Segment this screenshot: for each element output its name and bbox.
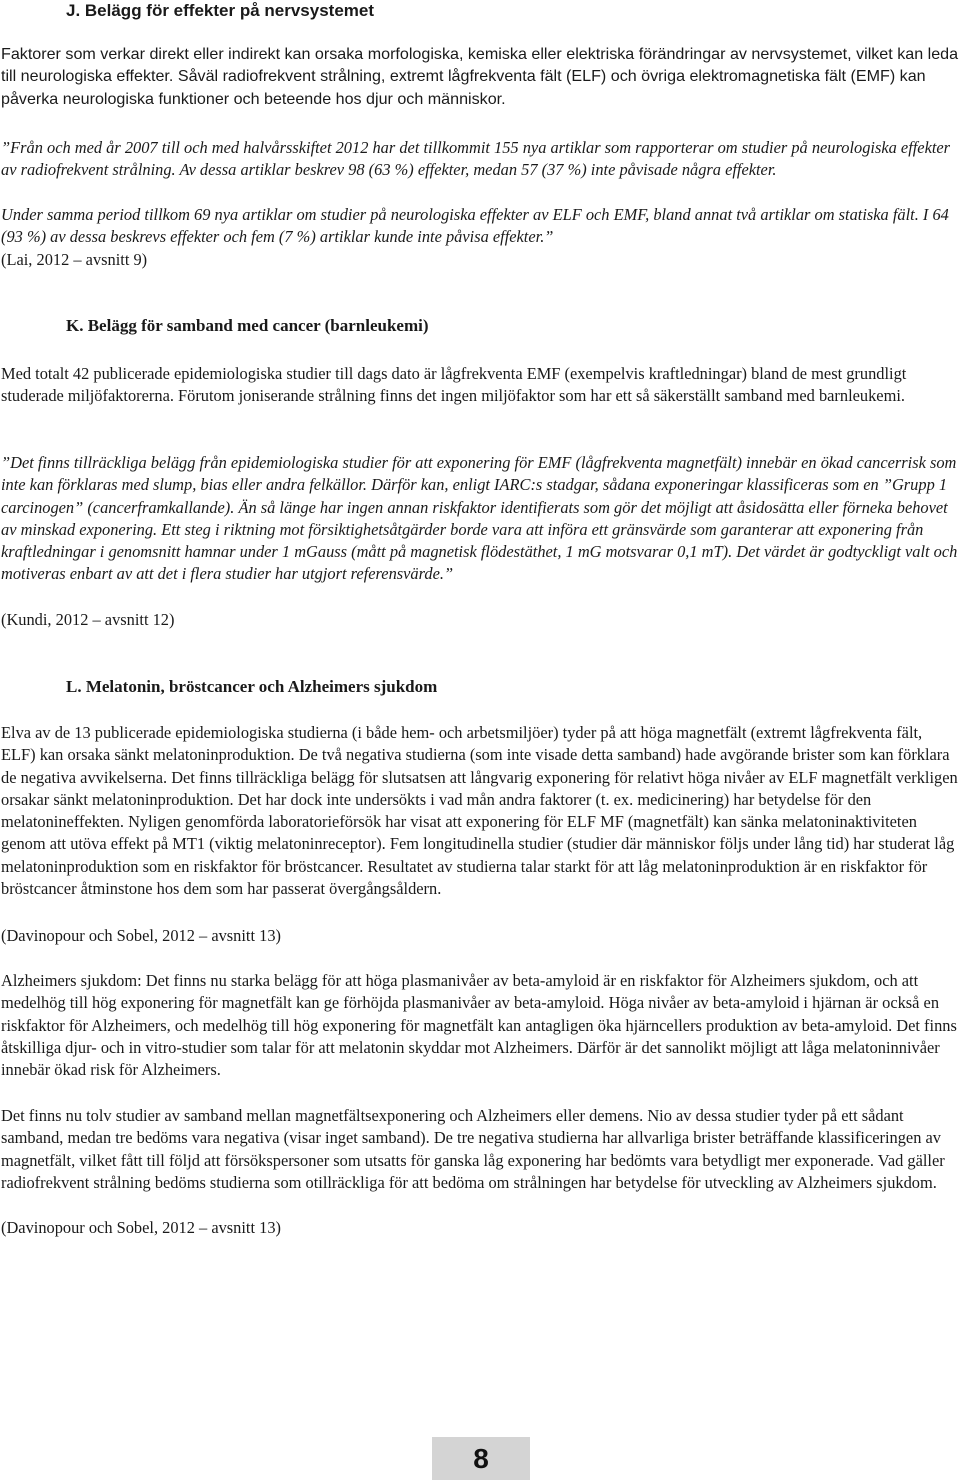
page-number: 8 bbox=[473, 1443, 489, 1474]
section-k-citation: (Kundi, 2012 – avsnitt 12) bbox=[1, 610, 175, 629]
section-j-intro: Faktorer som verkar direkt eller indirekt kan orsaka morfologiska, kemiska eller elektriska förändringar av nervsystemet, vilket kan leda till neurologiska effekter. Såväl radiofrekvent strålning, extremt lågfrekventa fält (ELF) och övriga elektromagnetiska fält (EMF) kan påverka neurologiska funktioner och beteende hos djur och människor. bbox=[1, 45, 959, 108]
section-j-citation: (Lai, 2012 – avsnitt 9) bbox=[1, 250, 148, 269]
section-l-heading: L. Melatonin, bröstcancer och Alzheimers sjukdom bbox=[66, 677, 438, 696]
section-l-citation-2: (Davinopour och Sobel, 2012 – avsnitt 13) bbox=[1, 1218, 281, 1237]
section-k-body: Med totalt 42 publicerade epidemiologiska studier till dags dato är lågfrekventa EMF (exempelvis kraftledningar) bland de mest grundligt studerade miljöfaktorerna. Förutom joniserande strålning finns det ingen miljöfaktor som har ett så säkerställt samband med barnleukemi. bbox=[1, 364, 907, 406]
section-l-body-1: Elva av de 13 publicerade epidemiologiska studierna (i både hem- och arbetsmiljöer) tyder på att höga magnetfält (extremt lågfrekventa fält, ELF) kan orsaka sänkt melatoninproduktion. De två negativa studierna (som inte visade detta samband) hade avgörande brister som kan förklara de negativa avvikelserna. Det finns tillräckliga belägg för slutsatsen att långvarig exponering för relativt höga nivåer av ELF magnetfält verkligen orsakar sänkt melatoninproduktion. Det har dock inte undersökts i vad mån andra faktorer (t. ex. medicinering) har betydelse för den melatonineffekten. Nyligen genomförda laboratorieförsök har visat att exponering för ELF MF (magnetfält) kan sänka melatoninaktiviteten genom att utöva effekt på MT1 (viktig melatoninreceptor). Fem longitudinella studier (studier där människor följs under lång tid) har studerat låg melatoninproduktion som en riskfaktor för bröstcancer. Resultatet av studierna talar starkt för att låg melatoninproduktion är en riskfaktor för bröstcancer åtminstone hos dem som har passerat övergångsåldern. bbox=[1, 723, 958, 899]
section-l-body-2: Alzheimers sjukdom: Det finns nu starka belägg för att höga plasmanivåer av beta-amyloid är en riskfaktor för Alzheimers sjukdom, och att medelhög till hög exponering för magnetfält kan ge förhöjda plasmanivåer av beta-amyloid. Höga nivåer av beta-amyloid i hjärnan är också en riskfaktor för Alzheimers, och medelhög till hög exponering för magnetfält kan antagligen öka hjärncellers produktion av beta-amyloid. Det finns åtskilliga djur- och in vitro-studier som talar för att melatonin skyddar mot Alzheimers. Därför är det sannolikt möjligt att låga melatoninnivåer innebär ökad risk för Alzheimers. bbox=[1, 971, 957, 1080]
section-k-heading: K. Belägg för samband med cancer (barnleukemi) bbox=[66, 316, 429, 335]
section-k-quote: ”Det finns tillräckliga belägg från epidemiologiska studier för att exponering för EMF (lågfrekventa magnetfält) innebär en ökad cancerrisk som inte kan förklaras med slump, bias eller andra felkällor. Därför kan, enligt IARC:s stadgar, sådana exponeringar klassificeras som en ”Grupp 1 carcinogen” (cancerframkallande). Än så länge har ingen annan riskfaktor identifierats som gör det möjligt att åsidosätta eller förneka behovet av minskad exponering. Ett steg i riktning mot försiktighetsåtgärder borde vara att införa ett gränsvärde som garanterar att exponering från kraftledningar i genomsnitt hamnar under 1 mGauss (mått på magnetisk flödestäthet, 1 mG motsvarar 0,1 mT). Det värdet är godtyckligt valt och motiveras enbart av att det i flera studier har utgjort referensvärde.” bbox=[1, 453, 958, 584]
page-number-box bbox=[432, 1437, 530, 1480]
section-j-heading: J. Belägg för effekter på nervsystemet bbox=[66, 1, 375, 20]
section-j-quote-1: ”Från och med år 2007 till och med halvårsskiftet 2012 har det tillkommit 155 nya artiklar som rapporterar om studier på neurologiska effekter av radiofrekvent strålning. Av dessa artiklar beskrev 98 (63 %) effekter, medan 57 (37 %) inte påvisade några effekter. bbox=[1, 138, 951, 180]
section-l-body-3: Det finns nu tolv studier av samband mellan magnetfältsexponering och Alzheimers eller demens. Nio av dessa studier tyder på ett sådant samband, medan tre bedöms vara negativa (visar inget samband). De tre negativa studierna har allvarliga brister beträffande klassificeringen av magnetfält, vilket fått till följd att försökspersoner som utsatts för ganska låg exponering har bedömts vara betydligt mer exponerade. Vad gäller radiofrekvent strålning bedöms studierna som otillräckliga för att bedöma om strålningen har betydelse för utveckling av Alzheimers sjukdom. bbox=[1, 1106, 945, 1192]
section-l-citation-1: (Davinopour och Sobel, 2012 – avsnitt 13) bbox=[1, 926, 281, 945]
section-j-quote-2: Under samma period tillkom 69 nya artiklar om studier på neurologiska effekter av ELF och EMF, bland annat två artiklar om statiska fält. I 64 (93 %) av dessa beskrevs effekter och fem (7 %) artiklar kunde inte påvisa effekter.” bbox=[1, 205, 949, 247]
